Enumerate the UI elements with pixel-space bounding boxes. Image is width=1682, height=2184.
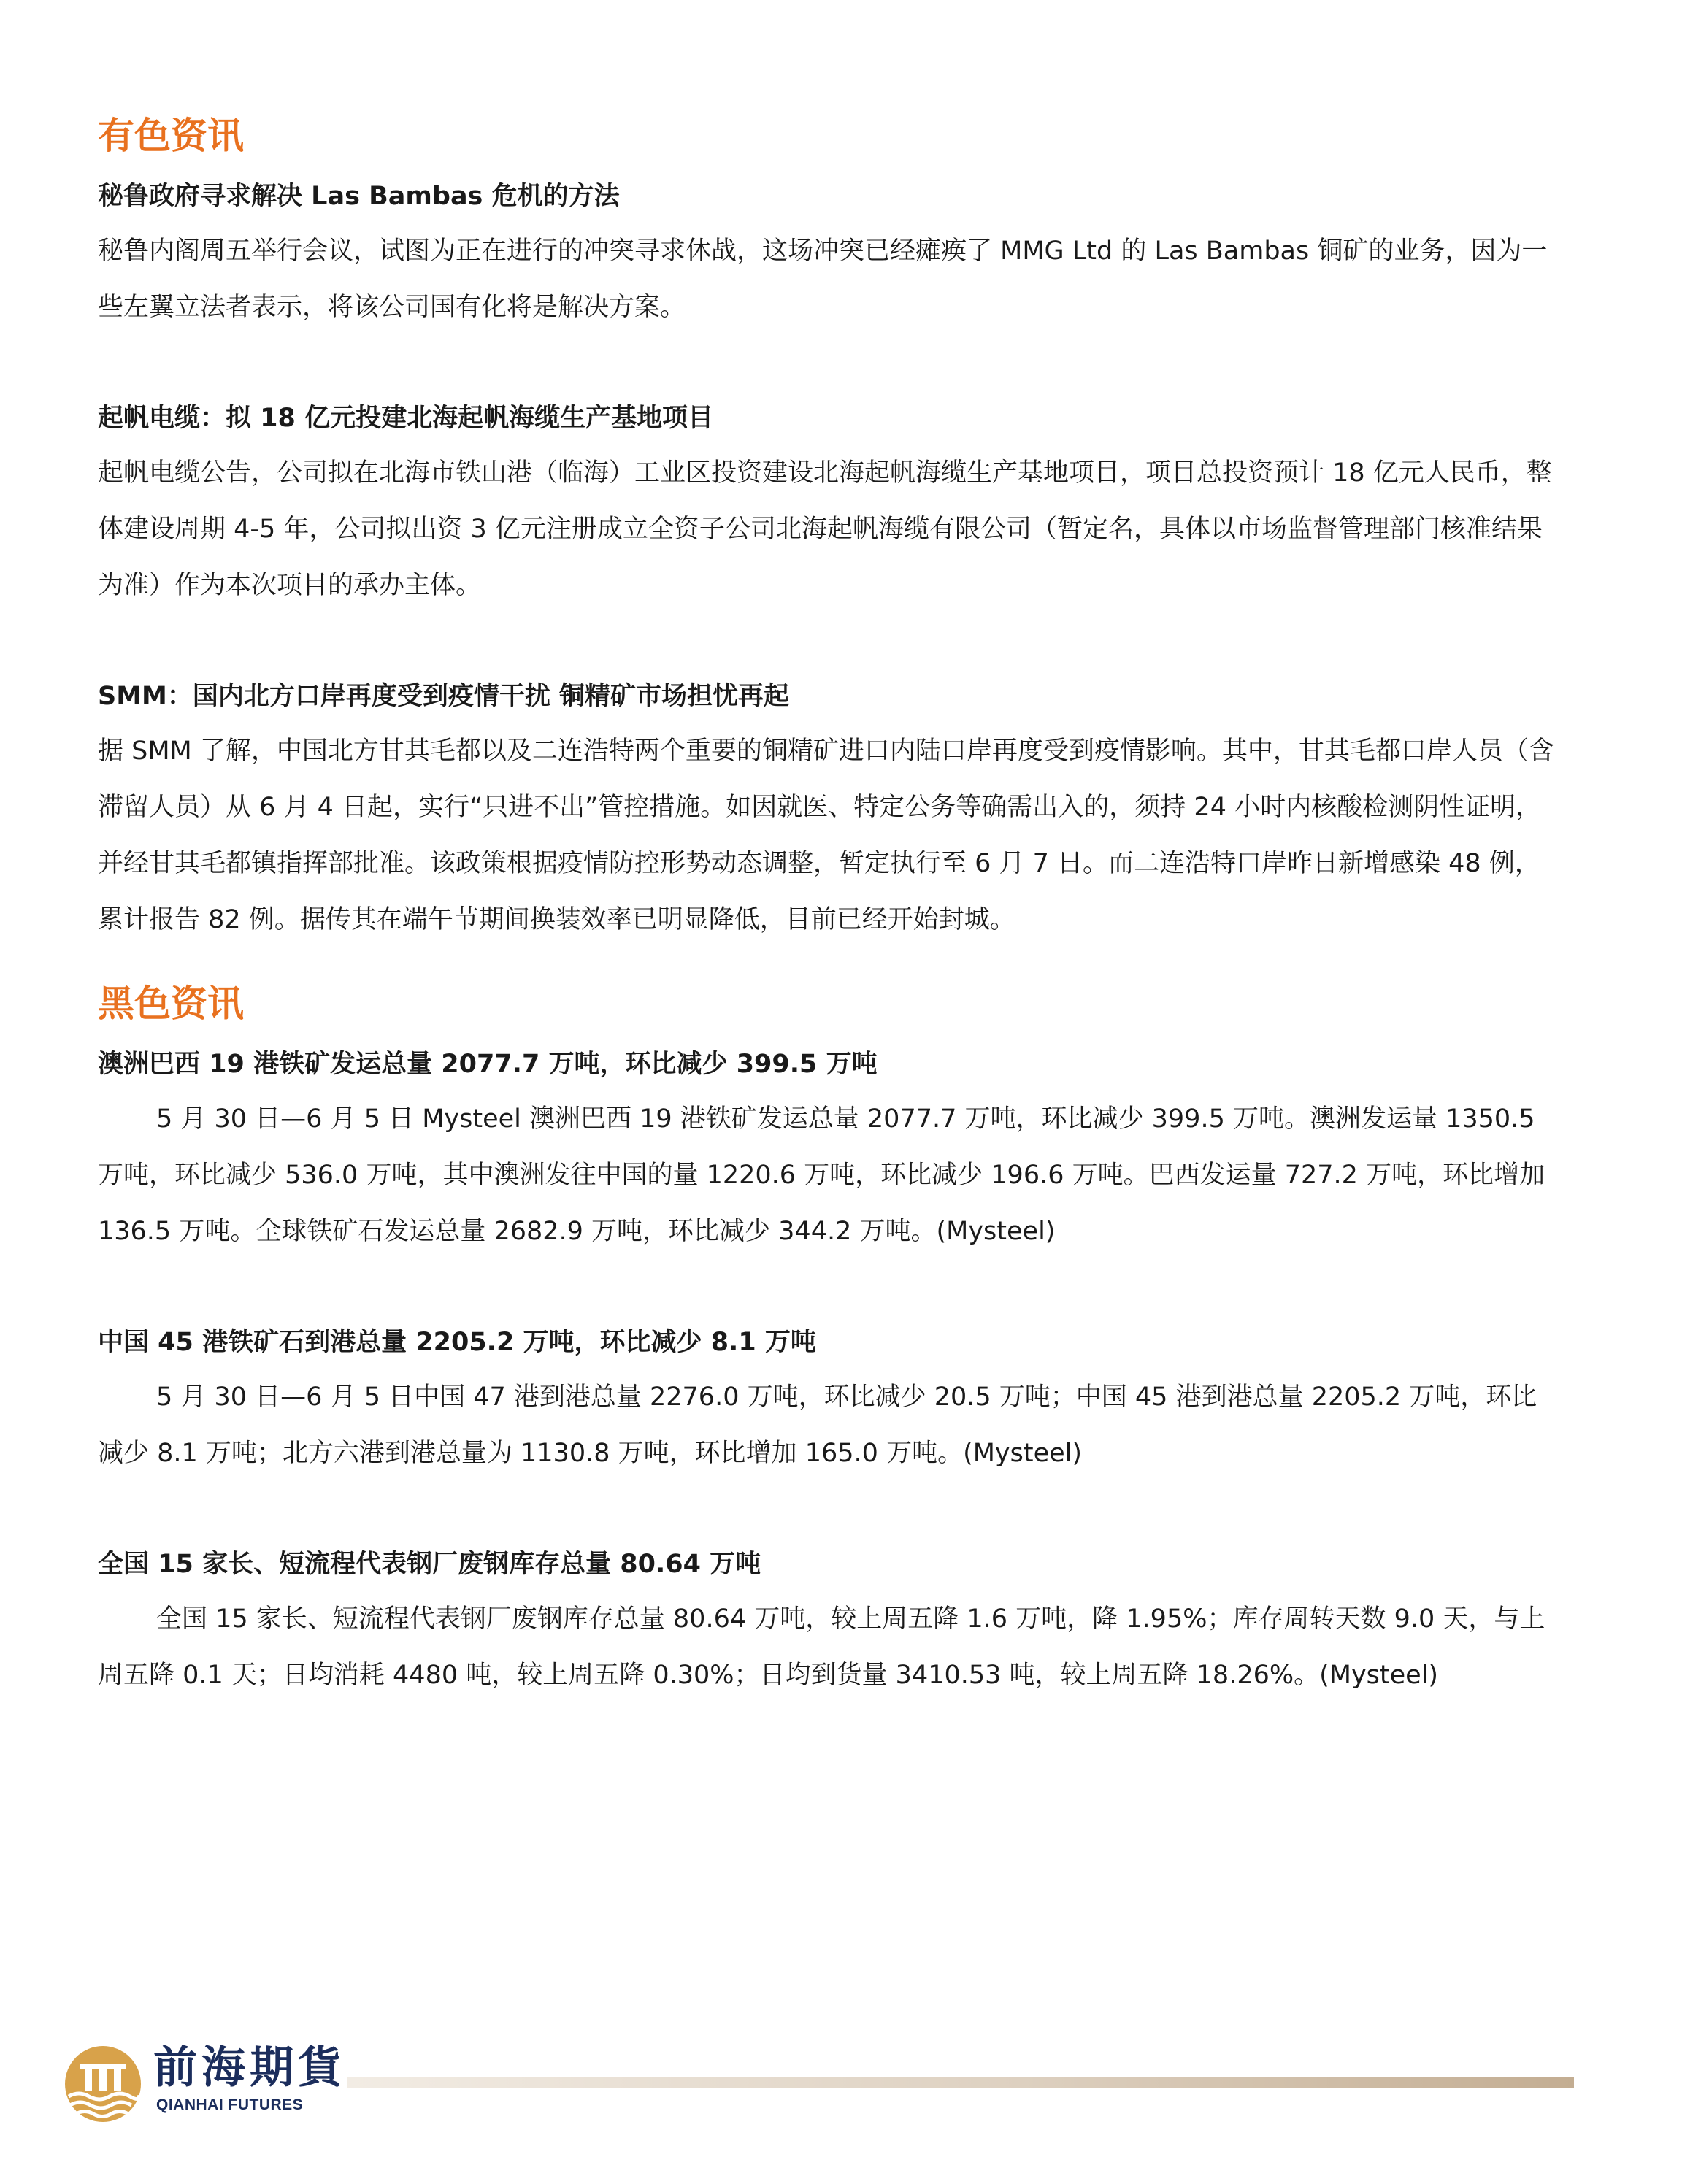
logo-english-name: QIANHAI FUTURES bbox=[156, 2096, 304, 2113]
news-title: 秘鲁政府寻求解决 Las Bambas 危机的方法 bbox=[98, 182, 620, 211]
news-body: 全国 15 家长、短流程代表钢厂废钢库存总量 80.64 万吨，较上周五降 1.6 万吨，降 1.95%；库存周转天数 9.0 天，与上周五降 0.1 天；日均消耗 4480 吨，较上周五降 0.30%；日均到货量 3410.53 吨，较上周五降 18.26%。(Mysteel) bbox=[98, 1604, 1545, 1690]
news-item bbox=[98, 169, 1558, 336]
news-body: 起帆电缆公告，公司拟在北海市铁山港（临海）工业区投资建设北海起帆海缆生产基地项目，项目总投资预计 18 亿元人民币，整体建设周期 4-5 年，公司拟出资 3 亿元注册成立全资子公司北海起帆海缆有限公司（暂定名，具体以市场监督管理部门核准结果为准）作为本次项目的承办主体。 bbox=[98, 458, 1552, 600]
news-body: 秘鲁内阁周五举行会议，试图为正在进行的冲突寻求休战，这场冲突已经瘫痪了 MMG Ltd 的 Las Bambas 铜矿的业务，因为一些左翼立法者表示，将该公司国有化将是解决方案。 bbox=[98, 237, 1548, 322]
news-body: 5 月 30 日—6 月 5 日 Mysteel 澳洲巴西 19 港铁矿发运总量 2077.7 万吨，环比减少 399.5 万吨。澳洲发运量 1350.5 万吨，环比减少 536.0 万吨，其中澳洲发往中国的量 1220.6 万吨，环比减少 196.6 万吨。巴西发运量 727.2 万吨，环比增加 136.5 万吨。全球铁矿石发运总量 2682.9 万吨，环比减少 344.2 万吨。(Mysteel) bbox=[98, 1104, 1545, 1246]
news-title: 起帆电缆：拟 18 亿元投建北海起帆海缆生产基地项目 bbox=[98, 404, 714, 433]
section-ferrous-news bbox=[98, 977, 1558, 1704]
news-title: 中国 45 港铁矿石到港总量 2205.2 万吨，环比减少 8.1 万吨 bbox=[98, 1328, 816, 1357]
news-title: 全国 15 家长、短流程代表钢厂废钢库存总量 80.64 万吨 bbox=[98, 1550, 761, 1579]
news-body: 5 月 30 日—6 月 5 日中国 47 港到港总量 2276.0 万吨，环比减少 20.5 万吨；中国 45 港到港总量 2205.2 万吨，环比减少 8.1 万吨；北方六港到港总量为 1130.8 万吨，环比增加 165.0 万吨。(Mysteel) bbox=[98, 1383, 1537, 1468]
section-nonferrous-news bbox=[98, 109, 1558, 948]
news-item bbox=[98, 1037, 1558, 1260]
document-page bbox=[98, 109, 1558, 1759]
news-body: 据 SMM 了解，中国北方甘其毛都以及二连浩特两个重要的铜精矿进口内陆口岸再度受到疫情影响。其中，甘其毛都口岸人员（含滞留人员）从 6 月 4 日起，实行“只进不出”管控措施。如因就医、特定公务等确需出入的，须持 24 小时内核酸检测阴性证明，并经甘其毛都镇指挥部批准。该政策根据疫情防控形势动态调整，暂定执行至 6 月 7 日。而二连浩特口岸昨日新增感染 48 例，累计报告 82 例。据传其在端午节期间换装效率已明显降低，目前已经开始封城。 bbox=[98, 737, 1554, 934]
footer-divider bbox=[347, 2077, 1574, 2088]
news-item bbox=[98, 1537, 1558, 1704]
logo-chinese-name: 前海期貨 bbox=[153, 2042, 346, 2093]
section-title: 有色资讯 bbox=[98, 115, 244, 157]
section-title: 黑色资讯 bbox=[98, 983, 244, 1025]
news-title: 澳洲巴西 19 港铁矿发运总量 2077.7 万吨，环比减少 399.5 万吨 bbox=[98, 1050, 878, 1079]
qianhai-wave-logo-icon bbox=[63, 2044, 143, 2124]
news-item bbox=[98, 1315, 1558, 1482]
news-item bbox=[98, 669, 1558, 948]
page-footer bbox=[63, 2029, 1596, 2131]
news-title: SMM：国内北方口岸再度受到疫情干扰 铜精矿市场担忧再起 bbox=[98, 682, 790, 711]
news-item bbox=[98, 391, 1558, 614]
